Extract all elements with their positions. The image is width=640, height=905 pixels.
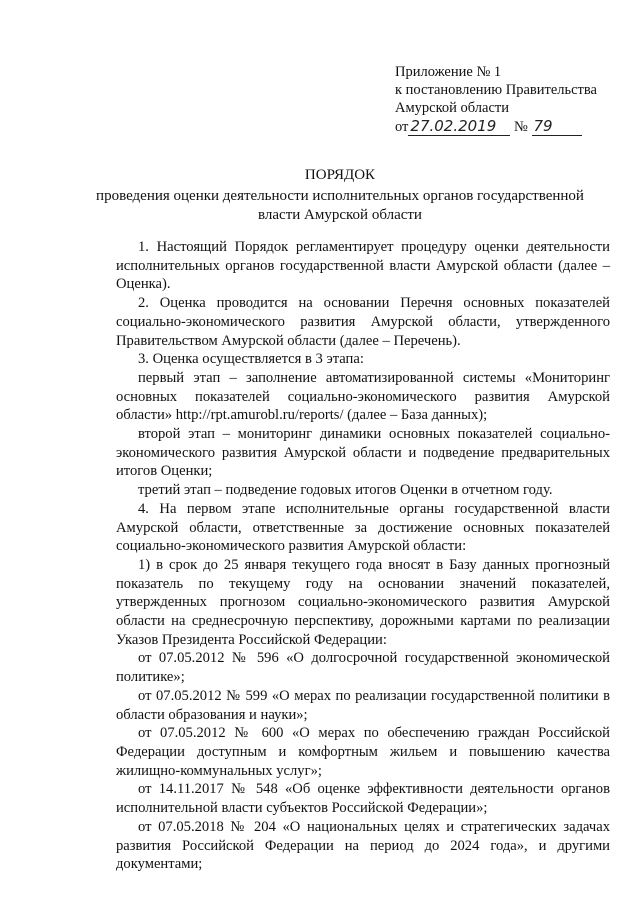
document-title: ПОРЯДОК (304, 167, 376, 183)
decree-599: от 07.05.2012 № 599 «О мерах по реализации государственной политики в области образования и науки»; (116, 687, 610, 723)
date-prefix: от (395, 119, 409, 135)
stage-one: первый этап – заполнение автоматизированной системы «Мониторинг основных показателей социально-экономического развития Амурской области» http://rpt.amurobl.ru/reports/ (далее – База данных); (116, 369, 610, 424)
paragraph-3: 3. Оценка осуществляется в 3 этапа: (138, 351, 364, 368)
appendix-number: Приложение № 1 (395, 64, 502, 80)
document-body (116, 238, 610, 874)
resolution-reference: к постановлению Правительства (395, 82, 597, 98)
handwritten-number: 79 (532, 117, 582, 136)
decree-596: от 07.05.2012 № 596 «О долгосрочной государственной экономической политике»; (116, 650, 610, 686)
region-name: Амурской области (395, 100, 509, 116)
document-title-block (80, 166, 600, 225)
decree-548: от 14.11.2017 № 548 «Об оценке эффективности деятельности органов исполнительной власти субъектов Российской Федерации»; (116, 781, 610, 817)
number-prefix: № (514, 119, 528, 135)
handwritten-date: 27.02.2019 (408, 117, 510, 136)
paragraph-1: 1. Настоящий Порядок регламентирует процедуру оценки деятельности исполнительных органов государственной власти Амурской области (далее – Оценка). (116, 239, 610, 293)
document-subtitle: проведения оценки деятельности исполнительных органов государственной власти Амурской области (96, 188, 584, 223)
appendix-header (395, 63, 620, 136)
resolution-date-line (395, 117, 620, 136)
stage-two: второй этап – мониторинг динамики основных показателей социально-экономического развития Амурской области и подведение предварительных итогов Оценки; (116, 426, 610, 480)
subparagraph-1: 1) в срок до 25 января текущего года вносят в Базу данных прогнозный показатель по текущему году на основании значений показателей, утвержденных прогнозом социально-экономического развития Амурской области на среднесрочную перспективу, дорожными картами по реализации Указов Президента Российской Федерации: (116, 556, 610, 648)
paragraph-4: 4. На первом этапе исполнительные органы государственной власти Амурской области, ответственные за достижение основных показателей социально-экономического развития Амурской области: (116, 500, 610, 555)
decree-600: от 07.05.2012 № 600 «О мерах по обеспечению граждан Российской Федерации доступным и комфортным жильем и повышению качества жилищно-коммунальных услуг»; (116, 725, 610, 779)
decree-204: от 07.05.2018 № 204 «О национальных целях и стратегических задачах развития Российской Федерации на период до 2024 года», и другими документами; (116, 818, 610, 873)
stage-three: третий этап – подведение годовых итогов Оценки в отчетном году. (138, 482, 553, 499)
paragraph-2: 2. Оценка проводится на основании Перечня основных показателей социально-экономического развития Амурской области, утвержденного Правительством Амурской области (далее – Перечень). (116, 295, 610, 349)
